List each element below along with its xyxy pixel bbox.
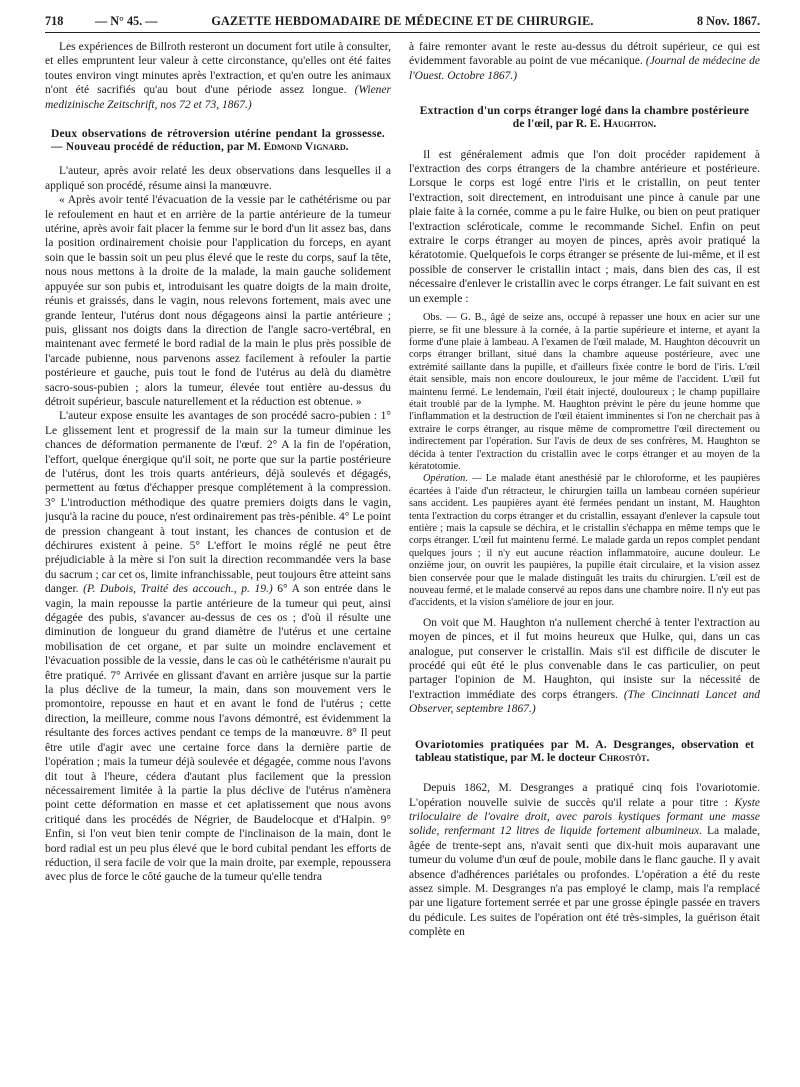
discussion-text: On voit que M. Haughton n'a nullement cherché à tenter l'extraction au moyen de pinces, et il fut moins heureux que Hulke, qui, dans un cas analogue, put conserver le cristallin. Mais s'il est difficile de discuter le procédé qui eût été le plus convenable dans le cas particulier, on peut partager l'opinion de M. Haughton, qui insiste sur la nécessité de l'extraction immédiate des corps étrangers. [409, 616, 760, 701]
operation-text: Le malade étant anesthésié par le chloroforme, et les paupières écartées à l'aide d'un rétracteur, le chirurgien tailla un lambeau cornéen supérieur sans accident. Les paupières ayant été fermées pendant un instant, M. Haughton tenta l'extraction du corps étranger et du cristallin, essayant d'enlever la capsule tout entière ; mais la capsule se déchira, et le cristallin s'échappa en même temps que le corps étranger. L'œil fut maintenu fermé. Le malade garda un repos complet pendant quelques jours ; il n'y eut aucune réaction inflammatoire, aucune douleur. Le onzième jour, on ouvrit les paupières, la pupille était circulaire, et la vision assez bien conservée pour que le malade distinguât les traits du chirurgien. L'œil est de nouveau fermé, et le malade conservé au repos dans une chambre noire. Il n'y eut pas d'accidents, et la vision s'améliore de jour en jour. [409, 473, 760, 609]
article-heading-ovariotomies [409, 739, 760, 765]
observation-paragraph [409, 312, 760, 473]
heading-by: par [555, 118, 573, 131]
heading-by: par M. [226, 141, 261, 154]
heading-title: Ovariotomies pratiquées par M. A. Desgranges, [415, 738, 675, 751]
advantages-paragraph [45, 409, 391, 884]
observation-text: G. B., âgé de seize ans, occupé à repasser une houx en acier sur une pierre, se fit une blessure à la cornée, à la partie supérieure et interne, et ayant la forme d'une plaie à lambeau. A l'examen de l'œil malade, M. Haughton découvrit un corps étranger brillant, situé dans la chambre aqueuse postérieure, avec une extrémité saillante dans la pupille, et d'ailleurs fixée contre le bord de l'iris. L'œil était sensible, mais non encore douloureux, le jour même de l'accident. L'œil fut maintenu fermé. Le lendemain, l'œil était injecté, douloureux ; le champ pupillaire était troublé par de la lymphe. M. Haughton prévint le père du jeune homme que l'inflammation et la destruction de l'œil étaient imminentes si l'on ne cherchait pas à extraire le corps étranger, au risque même de compromettre l'œil directement ou indirectement par l'opération. Sur l'avis de deux de ses confrères, M. Haughton se décida à tenter l'extraction du cristallin avec le corps étranger et au moyen de la kératotomie. [409, 312, 760, 472]
right-column [409, 40, 760, 1080]
ovariotomy-text: Depuis 1862, M. Desgranges a pratiqué cinq fois l'ovariotomie. L'opération nouvelle suivie de succès qu'il relate a pour titre : [409, 782, 760, 809]
cincinnati-reference: (The Cincinnati Lancet and Observer, septembre 1867.) [409, 688, 760, 716]
paragraph: L'auteur, après avoir relaté les deux observations dans lesquelles il a appliqué son procédé, résume ainsi la manœuvre. [45, 165, 391, 192]
billroth-paragraph [45, 40, 391, 112]
continued-paragraph [409, 40, 760, 83]
heading-author: R. E. Haughton. [575, 118, 657, 131]
issue-number: — N° 45. — [95, 14, 158, 28]
left-column [45, 40, 391, 1080]
billroth-text: Les expériences de Billroth resteront un document fort utile à consulter, et elles empruntent leur valeur à cette circonstance, qu'elles ont été faites toutes environ vingt minutes après l'extraction, et qu'en outre les animaux n'ont été sacrifiés qu'au bout d'une période assez longue. [45, 41, 391, 97]
issue-date: 8 Nov. 1867. [697, 14, 760, 28]
ovariotomy-text-continued: La malade, âgée de trente-sept ans, n'avait senti que dix-huit mois auparavant une tumeur du volume d'un œuf de poule, mobile dans le flanc gauche. Il y avait absence d'adhérences pariétales ou profondes. L'opération a été du reste assez simple. M. Desgranges n'a pas employé le clamp, mais l'a remplacé par une ligature fortement serrée et par une grosse épingle passée en travers du pédicule. Les suites de l'opération ont été très-simples, la guérison était complète en [409, 825, 760, 939]
heading-author: Edmond Vignard. [263, 141, 349, 154]
heading-rest: observation et tableau statistique, par M. le docteur [415, 738, 755, 764]
running-header [45, 14, 760, 30]
operation-label: Opération. — [423, 473, 482, 485]
dubois-reference: (P. Dubois, Traité des accouch., p. 19.) [83, 583, 273, 596]
heading-title: Extraction d'un corps étranger logé dans la chambre postérieure de l'œil, [419, 105, 750, 131]
paragraph: Il est généralement admis que l'on doit procéder rapidement à l'extraction des corps étrangers de la chambre antérieure et postérieure. Lorsque le corps est logé entre l'iris et le cristallin, on peut tenter l'extraction, soit directement, en introduisant une pince à canule par une plaie faite à la cornée, comme a pu le faire Hulke, ou bien on peut pratiquer l'extraction scléroticale, comme le recommande Sichel. Enfin on peut extraire le corps étranger au moyen de pinces, après avoir pratiqué la kératotomie. Quelquefois le corps étranger se présente de lui-même, et il est possible de conserver le cristallin intact ; mais, dans bien des cas, il est nécessaire d'enlever le cristallin avec le corps étranger. Le fait suivant en est un exemple : [409, 148, 760, 305]
ovariotomy-paragraph [409, 781, 760, 939]
operation-paragraph [409, 473, 760, 609]
header-rule [45, 32, 760, 33]
continued-text: à faire remonter avant le reste au-dessus du détroit supérieur, ce qui est évidemment favorable au point de vue mécanique. [409, 41, 760, 68]
heading-title: Deux observations de rétroversion utérine pendant la grossesse. — Nouveau procédé de réduction, [51, 128, 385, 154]
page-number: 718 [45, 14, 64, 28]
ovariotomy-case-title: Kyste triloculaire de l'ovaire droit, avec parois kystiques formant une masse solide, renfermant 12 litres de liquide fortement albumineux. [409, 796, 760, 838]
ouest-reference: (Journal de médecine de l'Ouest. Octobre 1867.) [409, 55, 760, 82]
observation-label: Obs. — [423, 312, 457, 324]
discussion-paragraph [409, 616, 760, 717]
journal-title: GAZETTE HEBDOMADAIRE DE MÉDECINE ET DE CHIRURGIE. [211, 14, 594, 28]
advantages-text-continued: 6° A son entrée dans le vagin, la main repousse la partie antérieure de la tumeur qui peut, ainsi dégagée des pubis, s'avancer au-dessus de ces os ; d'où il résulte une diminution de longueur du grand diamètre de l'utérus et une certaine mobilisation de cet organe, et par suite un moindre enclavement et l'évacuation possible de la vessie, dans le cas où le cathétérisme n'aurait pu être pratiqué. 7° Arrivée en glissant d'avant en arrière jusque sur la partie la plus déclive de la tumeur, la main, dans son mouvement vers le promontoire, repousse en haut et en avant le fond de l'utérus ; cette direction, la meilleure, comme nous l'avons démontré, est évidemment la résultante des forces actives pendant ce temps de la manœuvre. 8° Il peut être utile d'agir avec une certaine force dans la dernière partie de l'opération ; mais la tumeur déjà soulevée et dégagée, comme nous l'avons dit tout à l'heure, cédera d'autant plus facilement que la pression nécessairement limitée à la partie la plus déclive de l'utérus n'amènera point cette déformation en masse et cet aplatissement que nous avons critiqué dans les procédés de Négrier, de Baudelocque et d'Halpin. 9° Enfin, si l'on veut bien tenir compte de l'inclinaison de la main, dont le bord radial est un peu plus élevé que le bord cubital pendant les efforts de réduction, il sera facile de voir que la main droite, par exemple, repoussera avec plus de force le côté gauche de la tumeur qu'elle tendra [45, 583, 391, 884]
article-heading-extraction [409, 105, 760, 131]
billroth-reference: (Wiener medizinische Zeitschrift, nos 72 et 73, 1867.) [45, 84, 391, 111]
article-heading-retroversion [45, 128, 391, 154]
heading-author: Chrostôt. [598, 751, 650, 764]
advantages-text: L'auteur expose ensuite les avantages de son procédé sacro-pubien : 1° Le glissement lent et progressif de la main sur la tumeur diminue les chances de déformation permanente de l'œuf. 2° A la fin de l'opération, l'effort, quelque énergique qu'il soit, ne porte que sur la partie postérieure de l'utérus, dont les trois quarts antérieurs, déjà soulevés et dégagés, permettent au fœtus d'échapper presque complétement à la compression. 3° L'introduction méthodique des quatre premiers doigts dans le vagin, jusqu'à la racine du pouce, n'est ordinairement pas très-pénible. 4° Le point de pression changeant à tout instant, les chances de contusion et de déchirures existent à peine. 5° L'effort le moins réglé ne peut être préjudiciable à la mère si l'on suit la direction recommandée vers la base du sacrum ; car cet os, limite infranchissable, peut toujours être atteint sans danger. [45, 410, 391, 596]
paragraph: « Après avoir tenté l'évacuation de la vessie par le cathétérisme ou par le refoulement en haut et en arrière de la partie antérieure de la tumeur utérine, après avoir fait placer la femme sur le bord d'un lit assez bas, dans la position ordinairement choisie pour l'application du forceps, en ayant soin que le bassin soit un peu plus élevé que le reste du corps, sauf la tête, nous nous mettons à la droite de la malade, la main gauche solidement appuyée sur son pubis et, introduisant les quatre doigts de la main droite, réunis et graissés, dans le vagin, nous relevons fortement, mais avec une grande lenteur, l'utérus dont nous dégageons ainsi la partie antérieure ; puis, glissant nos doigts dans la direction de l'angle sacro-vertébral, en maintenant avec fermeté le bord radial de la main le plus près possible de l'arcade pubienne, nous parvenons assez facilement à refouler la partie postérieure et gauche, puis tout le fond de l'utérus au delà du diamètre sacro-sous-pubien ; alors la tumeur, élevée tout entière au-dessus du détroit supérieur, bascule naturellement et la réduction est obtenue. » [45, 194, 391, 408]
